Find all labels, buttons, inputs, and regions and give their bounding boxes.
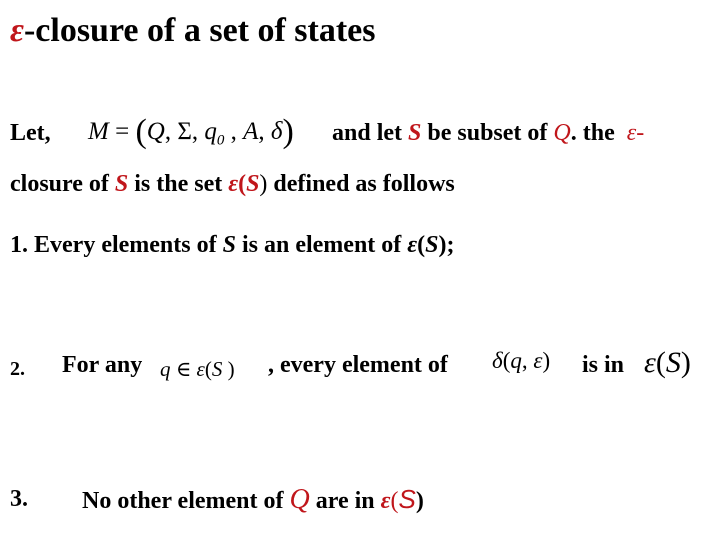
rule-item-2-every: , every element of [268, 352, 448, 378]
delta-formula: δ(q, ε) [492, 348, 551, 373]
rule-item-1: 1. Every elements of S is an element of ε(S); [10, 232, 455, 258]
eps-closure-S-formula: ε(S) [644, 346, 691, 379]
let-label: Let, [10, 120, 51, 146]
definition-line-1: and let S be subset of Q. the ε- [332, 120, 645, 146]
rule-item-2-number: 2. [10, 358, 25, 380]
epsilon-symbol: ε- [626, 120, 645, 146]
machine-tuple-formula: M = (Q, Σ, $q_0$ , A, δ) [88, 113, 294, 150]
definition-line-2: closure of S is the set ε(S) defined as follows [10, 171, 455, 197]
rule-item-3-number: 3. [10, 486, 28, 512]
rule-item-2-for-any: For any [62, 352, 143, 378]
q-in-eps-closure-formula: q ∈ ε(S ) [160, 357, 235, 381]
page-title [10, 12, 376, 50]
rule-item-2-is-in: is in [582, 352, 625, 378]
set-Q: Q [553, 120, 571, 146]
set-S: S [408, 120, 422, 146]
rule-item-3: No other element of Q are in ε(S) [82, 484, 424, 515]
title-text: -closure of a set of states [23, 12, 376, 49]
title-epsilon: ε [10, 12, 24, 49]
